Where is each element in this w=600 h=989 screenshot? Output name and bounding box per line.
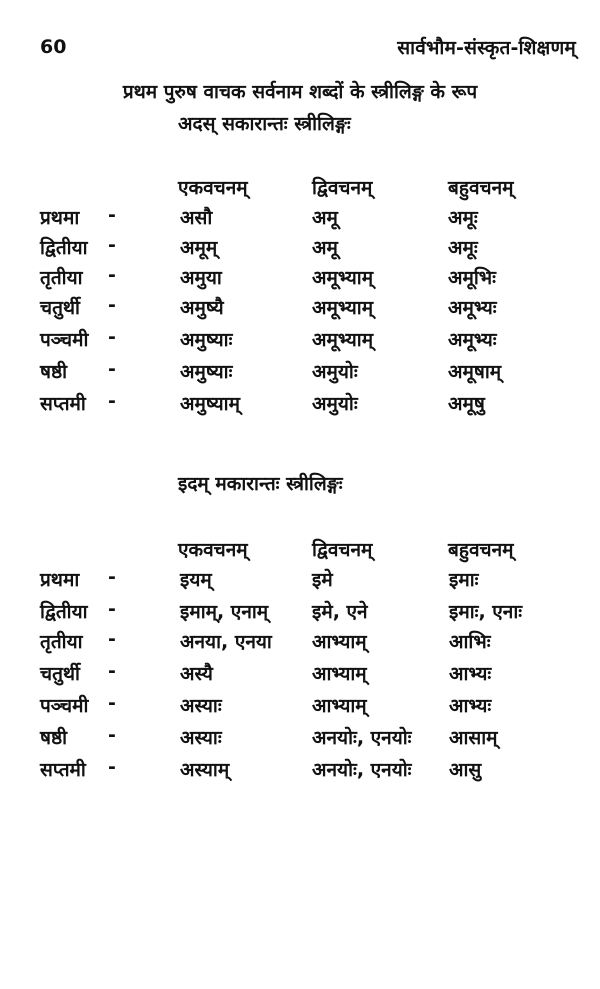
dash: - xyxy=(108,294,116,316)
table-2-row xyxy=(0,598,600,628)
cell-singular: अमुष्याः xyxy=(180,329,233,351)
cell-plural: अमूभ्यः xyxy=(448,329,497,351)
case-name: द्वितीया xyxy=(40,237,88,259)
dash: - xyxy=(108,660,116,682)
cell-plural: आभ्यः xyxy=(449,663,492,685)
table-2-row xyxy=(0,724,600,754)
cell-plural: अमूभ्यः xyxy=(448,297,497,319)
dash: - xyxy=(108,756,116,778)
case-name: षष्ठी xyxy=(40,361,68,383)
table-2-row xyxy=(0,566,600,596)
table-1-col-dual: द्विवचनम् xyxy=(312,177,373,199)
dash: - xyxy=(108,598,116,620)
cell-singular: अस्याः xyxy=(180,695,222,717)
cell-plural: आसु xyxy=(449,759,482,781)
case-name: तृतीया xyxy=(40,631,83,653)
case-name: द्वितीया xyxy=(40,601,88,623)
cell-dual: अनयोः, एनयोः xyxy=(312,727,412,749)
table-1-row xyxy=(0,294,600,324)
table-1-row xyxy=(0,264,600,294)
table-1-row xyxy=(0,326,600,356)
cell-singular: अनया, एनया xyxy=(180,631,272,653)
case-name: सप्तमी xyxy=(40,393,86,415)
cell-singular: अमूम् xyxy=(180,237,218,259)
table-2-row xyxy=(0,660,600,690)
cell-plural: अमूः xyxy=(448,207,478,229)
dash: - xyxy=(108,692,116,714)
cell-singular: इयम् xyxy=(180,569,212,591)
table-2-subheading: इदम् मकारान्तः स्त्रीलिङ्गः xyxy=(178,473,343,495)
cell-plural: अमूषाम् xyxy=(448,361,502,383)
table-2-col-singular: एकवचनम् xyxy=(178,539,248,561)
cell-singular: अस्याः xyxy=(180,727,222,749)
table-1-col-singular: एकवचनम् xyxy=(178,177,248,199)
dash: - xyxy=(108,264,116,286)
dash: - xyxy=(108,326,116,348)
case-name: प्रथमा xyxy=(40,569,80,591)
cell-plural: इमाः xyxy=(449,569,479,591)
cell-dual: अनयोः, एनयोः xyxy=(312,759,412,781)
dash: - xyxy=(108,628,116,650)
table-1-row xyxy=(0,234,600,264)
cell-singular: अमुष्यै xyxy=(180,297,224,319)
table-1-row xyxy=(0,358,600,388)
case-name: पञ्चमी xyxy=(40,695,89,717)
case-name: सप्तमी xyxy=(40,759,86,781)
cell-plural: अमूः xyxy=(448,237,478,259)
cell-dual: अमूभ्याम् xyxy=(312,329,374,351)
table-2-row xyxy=(0,692,600,722)
case-name: चतुर्थी xyxy=(40,663,80,685)
cell-dual: आभ्याम् xyxy=(312,631,367,653)
cell-dual: इमे, एने xyxy=(312,601,368,623)
dash: - xyxy=(108,566,116,588)
cell-dual: आभ्याम् xyxy=(312,695,367,717)
case-name: पञ्चमी xyxy=(40,329,89,351)
running-title: सार्वभौम-संस्कृत-शिक्षणम् xyxy=(397,37,576,59)
case-name: चतुर्थी xyxy=(40,297,80,319)
cell-singular: अमुष्याः xyxy=(180,361,233,383)
cell-dual: आभ्याम् xyxy=(312,663,367,685)
dash: - xyxy=(108,390,116,412)
dash: - xyxy=(108,234,116,256)
cell-plural: अमूषु xyxy=(448,393,485,415)
dash: - xyxy=(108,358,116,380)
cell-singular: असौ xyxy=(180,207,213,229)
case-name: प्रथमा xyxy=(40,207,80,229)
table-2-col-dual: द्विवचनम् xyxy=(312,539,373,561)
cell-plural: अमूभिः xyxy=(448,267,496,289)
cell-singular: अस्याम् xyxy=(180,759,230,781)
cell-singular: अमुष्याम् xyxy=(180,393,240,415)
table-1-row xyxy=(0,204,600,234)
cell-dual: अमुयोः xyxy=(312,393,358,415)
table-1-subheading: अदस् सकारान्तः स्त्रीलिङ्गः xyxy=(178,113,351,135)
cell-plural: आभ्यः xyxy=(449,695,492,717)
table-2-col-plural: बहुवचनम् xyxy=(448,539,514,561)
case-name: तृतीया xyxy=(40,267,83,289)
table-2-row xyxy=(0,628,600,658)
cell-singular: इमाम्, एनाम् xyxy=(180,601,269,623)
cell-singular: अस्यै xyxy=(180,663,213,685)
dash: - xyxy=(108,724,116,746)
cell-dual: अमूभ्याम् xyxy=(312,267,374,289)
table-1-col-plural: बहुवचनम् xyxy=(448,177,514,199)
page-header xyxy=(32,34,576,62)
cell-dual: अमुयोः xyxy=(312,361,358,383)
table-1-row xyxy=(0,390,600,420)
cell-plural: आसाम् xyxy=(449,727,498,749)
cell-singular: अमुया xyxy=(180,267,222,289)
cell-plural: इमाः, एनाः xyxy=(449,601,523,623)
dash: - xyxy=(108,204,116,226)
table-2-row xyxy=(0,756,600,786)
cell-dual: अमूभ्याम् xyxy=(312,297,374,319)
cell-dual: अमू xyxy=(312,237,338,259)
cell-dual: अमू xyxy=(312,207,338,229)
cell-dual: इमे xyxy=(312,569,333,591)
case-name: षष्ठी xyxy=(40,727,68,749)
cell-plural: आभिः xyxy=(449,631,491,653)
page-number: 60 xyxy=(40,36,67,58)
main-heading: प्रथम पुरुष वाचक सर्वनाम शब्दों के स्त्रीलिङ्ग के रूप xyxy=(122,81,478,103)
